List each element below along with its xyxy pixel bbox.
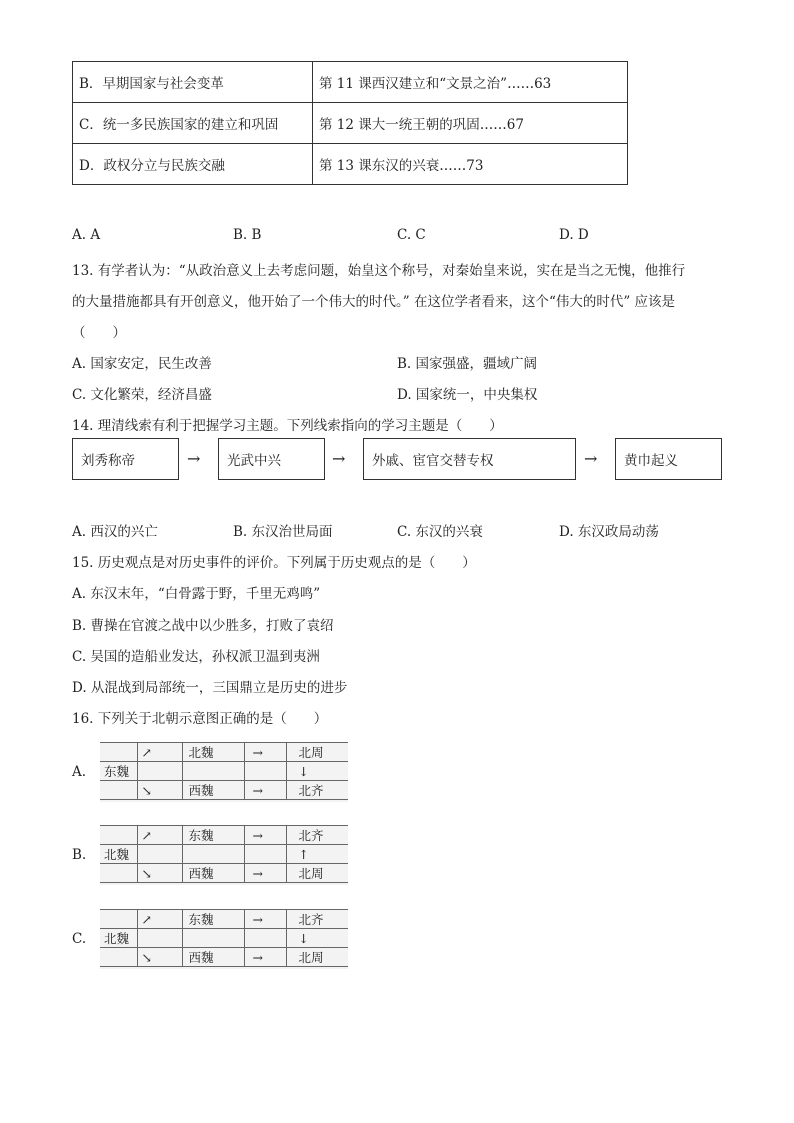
table-cell: 北周 bbox=[286, 864, 348, 883]
chain-box-1: 刘秀称帝 bbox=[72, 438, 179, 480]
option-c[interactable]: C. C bbox=[397, 227, 426, 243]
right-arrow-icon: → bbox=[244, 948, 286, 967]
table-cell: 西魏 bbox=[182, 781, 244, 800]
table-cell bbox=[182, 929, 244, 948]
chain-box-4: 黄巾起义 bbox=[615, 438, 722, 480]
table-row bbox=[100, 781, 348, 800]
table-cell: 第 12 课大一统王朝的巩固……67 bbox=[313, 103, 628, 144]
chain-box-3: 外戚、宦官交替专权 bbox=[363, 438, 576, 480]
table-cell bbox=[137, 845, 182, 864]
table-cell: D．政权分立与民族交融 bbox=[73, 144, 313, 185]
top-table bbox=[72, 61, 628, 185]
q14-option-c[interactable]: C. 东汉的兴衰 bbox=[397, 524, 483, 540]
up-arrow-icon: ↗ bbox=[137, 910, 182, 929]
table-row bbox=[73, 144, 628, 185]
table-row bbox=[100, 929, 348, 948]
vertical-arrow-icon: ↓ bbox=[286, 762, 348, 781]
right-arrow-icon: → bbox=[244, 781, 286, 800]
q14-option-a[interactable]: A. 西汉的兴亡 bbox=[72, 524, 158, 540]
right-arrow-icon: → bbox=[244, 743, 286, 762]
option-a[interactable]: A. A bbox=[72, 227, 101, 243]
q16-option-b-label[interactable]: B. bbox=[72, 847, 87, 863]
table-cell bbox=[100, 743, 137, 762]
q16-diagram-c[interactable] bbox=[100, 909, 348, 967]
down-arrow-icon: ↘ bbox=[137, 781, 182, 800]
right-arrow-icon: → bbox=[244, 910, 286, 929]
option-b[interactable]: B. B bbox=[233, 227, 262, 243]
vertical-arrow-icon: ↑ bbox=[286, 845, 348, 864]
table-cell bbox=[100, 781, 137, 800]
table-cell bbox=[100, 910, 137, 929]
table-row bbox=[100, 845, 348, 864]
q13-stem-line2: 的大量措施都具有开创意义，他开始了一个伟大的时代。” 在这位学者看来，这个“伟大的时代” 应该是 bbox=[72, 294, 676, 310]
q13-option-d[interactable]: D. 国家统一，中央集权 bbox=[397, 387, 538, 403]
table-cell bbox=[244, 845, 286, 864]
table-row bbox=[100, 743, 348, 762]
vertical-arrow-icon: ↓ bbox=[286, 929, 348, 948]
up-arrow-icon: ↗ bbox=[137, 743, 182, 762]
arrow-right-icon: → bbox=[332, 449, 346, 468]
table-cell: 北周 bbox=[286, 948, 348, 967]
table-cell bbox=[100, 948, 137, 967]
down-arrow-icon: ↘ bbox=[137, 948, 182, 967]
table-cell: 北齐 bbox=[286, 910, 348, 929]
table-row bbox=[73, 103, 628, 144]
q13-option-a[interactable]: A. 国家安定，民生改善 bbox=[72, 356, 212, 372]
table-row bbox=[100, 826, 348, 845]
q15-stem: 15. 历史观点是对历史事件的评价。下列属于历史观点的是（ ） bbox=[72, 555, 476, 571]
q16-option-a-label[interactable]: A. bbox=[72, 764, 87, 780]
table-cell bbox=[244, 929, 286, 948]
q15-option-d[interactable]: D. 从混战到局部统一，三国鼎立是历史的进步 bbox=[72, 680, 348, 696]
q16-stem: 16. 下列关于北朝示意图正确的是（ ） bbox=[72, 711, 328, 727]
table-cell: 北魏 bbox=[100, 845, 137, 864]
table-cell: 北魏 bbox=[182, 743, 244, 762]
q14-option-d[interactable]: D. 东汉政局动荡 bbox=[559, 524, 659, 540]
table-row bbox=[100, 762, 348, 781]
table-cell: 北齐 bbox=[286, 781, 348, 800]
down-arrow-icon: ↘ bbox=[137, 864, 182, 883]
table-cell: 第 11 课西汉建立和“文景之治”……63 bbox=[313, 62, 628, 103]
table-cell: 北魏 bbox=[100, 929, 137, 948]
q16-diagram-a[interactable] bbox=[100, 742, 348, 800]
up-arrow-icon: ↗ bbox=[137, 826, 182, 845]
q16-diagram-b[interactable] bbox=[100, 825, 348, 883]
table-cell bbox=[137, 929, 182, 948]
option-d[interactable]: D. D bbox=[559, 227, 589, 243]
q13-stem-line1: 13. 有学者认为：“从政治意义上去考虑问题，始皇这个称号，对秦始皇来说，实在是当之无愧，他推行 bbox=[72, 263, 686, 279]
q15-option-b[interactable]: B. 曹操在官渡之战中以少胜多，打败了袁绍 bbox=[72, 618, 334, 634]
table-row bbox=[100, 910, 348, 929]
table-cell: C．统一多民族国家的建立和巩固 bbox=[73, 103, 313, 144]
table-cell bbox=[137, 762, 182, 781]
table-cell: 北周 bbox=[286, 743, 348, 762]
table-row bbox=[100, 948, 348, 967]
arrow-right-icon: → bbox=[584, 449, 598, 468]
table-cell bbox=[182, 762, 244, 781]
chain-box-2: 光武中兴 bbox=[218, 438, 325, 480]
q14-option-b[interactable]: B. 东汉治世局面 bbox=[233, 524, 333, 540]
q13-stem-line3: （ ） bbox=[72, 325, 126, 341]
q14-stem: 14. 理清线索有利于把握学习主题。下列线索指向的学习主题是（ ） bbox=[72, 418, 503, 434]
q13-option-c[interactable]: C. 文化繁荣，经济昌盛 bbox=[72, 387, 212, 403]
table-cell: 西魏 bbox=[182, 948, 244, 967]
q15-option-c[interactable]: C. 吴国的造船业发达，孙权派卫温到夷洲 bbox=[72, 649, 320, 665]
q13-option-b[interactable]: B. 国家强盛，疆域广阔 bbox=[397, 356, 538, 372]
right-arrow-icon: → bbox=[244, 864, 286, 883]
table-cell: B．早期国家与社会变革 bbox=[73, 62, 313, 103]
table-cell: 东魏 bbox=[182, 910, 244, 929]
q16-option-c-label[interactable]: C. bbox=[72, 931, 87, 947]
table-row bbox=[73, 62, 628, 103]
table-cell bbox=[100, 864, 137, 883]
table-cell: 东魏 bbox=[100, 762, 137, 781]
table-cell bbox=[182, 845, 244, 864]
table-cell bbox=[100, 826, 137, 845]
right-arrow-icon: → bbox=[244, 826, 286, 845]
table-cell bbox=[244, 762, 286, 781]
table-row bbox=[100, 864, 348, 883]
arrow-right-icon: → bbox=[187, 449, 201, 468]
table-cell: 第 13 课东汉的兴衰……73 bbox=[313, 144, 628, 185]
table-cell: 北齐 bbox=[286, 826, 348, 845]
q15-option-a[interactable]: A. 东汉末年，“白骨露于野，千里无鸡鸣” bbox=[72, 586, 321, 602]
table-cell: 西魏 bbox=[182, 864, 244, 883]
table-cell: 东魏 bbox=[182, 826, 244, 845]
